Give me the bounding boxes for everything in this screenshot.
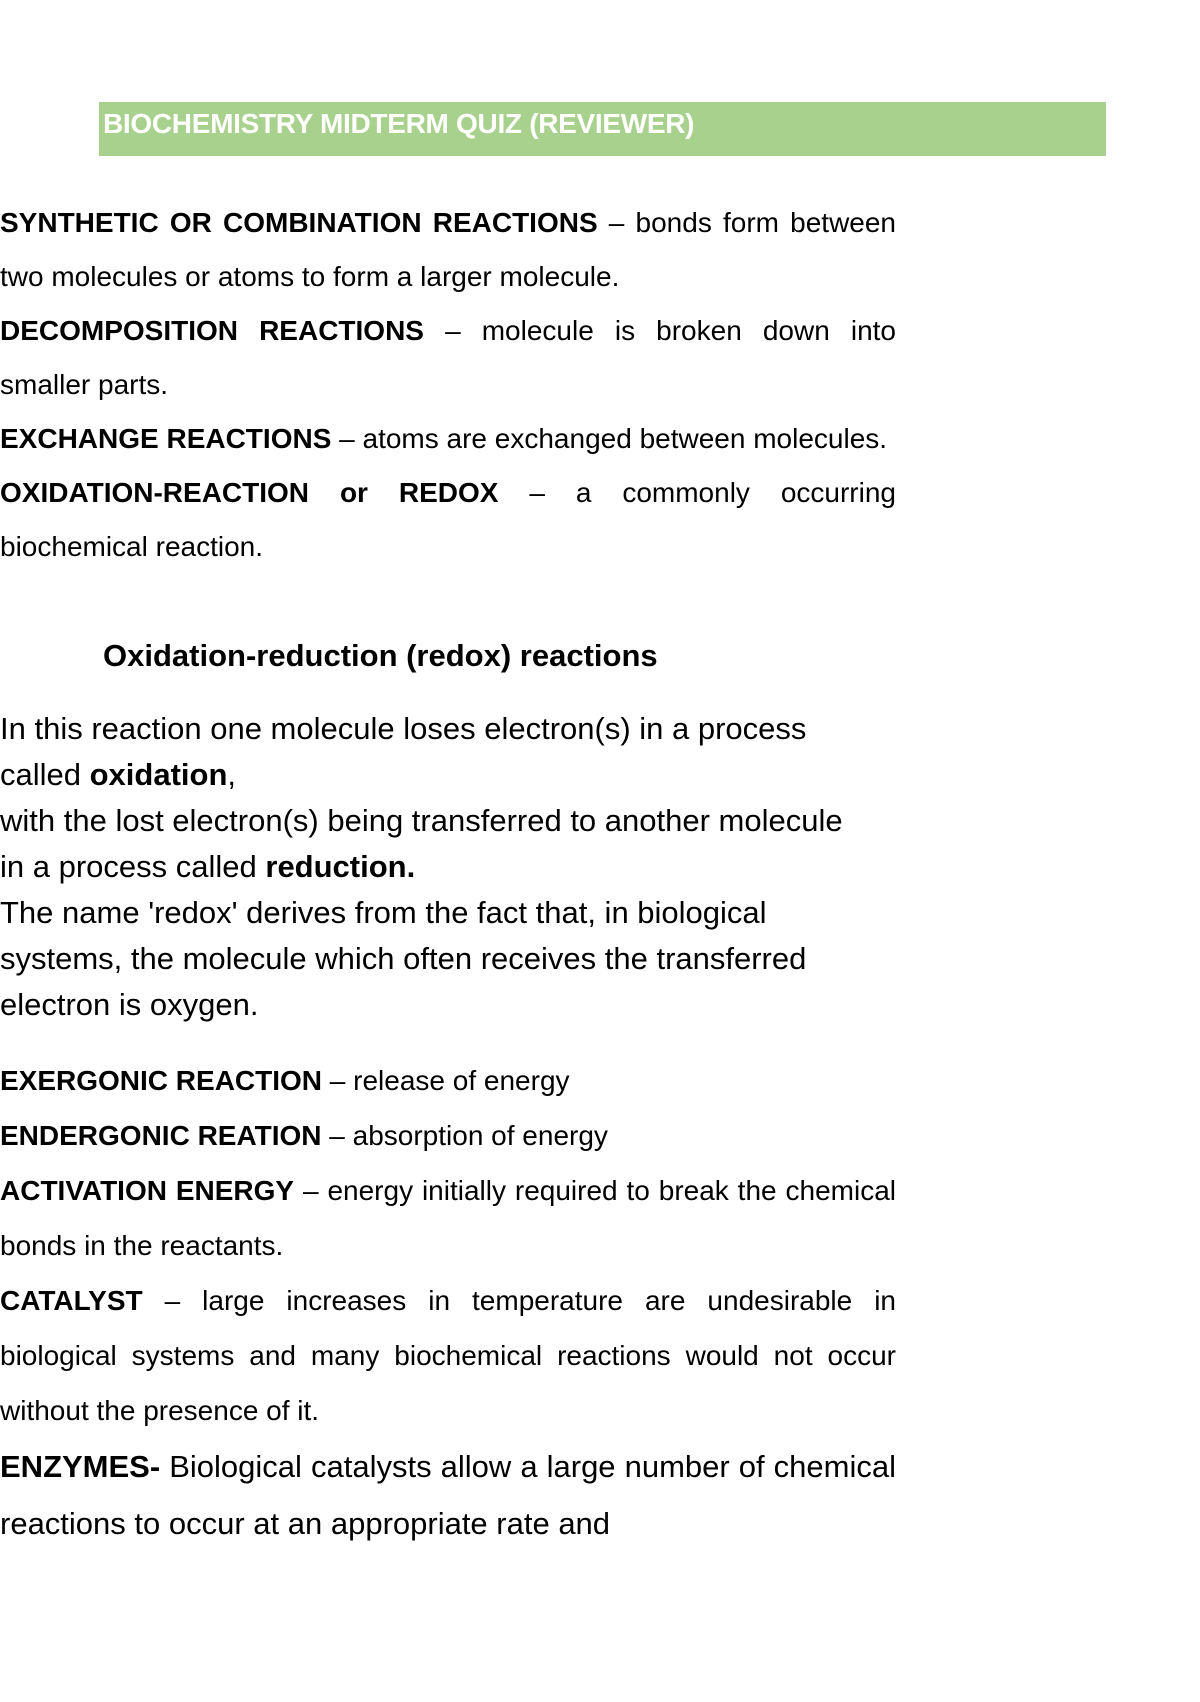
definition: – absorption of energy: [321, 1120, 608, 1151]
list-item: [0, 196, 896, 304]
term: ENDERGONIC REATION: [0, 1120, 322, 1151]
definition: – energy initially required to break the chemical bonds in the reactants.: [0, 1175, 896, 1261]
definition: – release of energy: [322, 1065, 570, 1096]
list-item: [0, 412, 896, 466]
title-banner: [99, 102, 1106, 156]
term: ACTIVATION ENERGY: [0, 1175, 295, 1206]
term: SYNTHETIC OR COMBINATION REACTIONS: [0, 207, 598, 238]
reaction-types-list: [0, 196, 896, 574]
list-item: [0, 1273, 896, 1438]
list-item: [0, 1438, 896, 1552]
list-item: [0, 1163, 896, 1273]
list-item: [0, 1053, 896, 1108]
term: DECOMPOSITION REACTIONS: [0, 315, 424, 346]
section-heading: Oxidation-reduction (redox) reactions: [103, 638, 658, 673]
list-item: The name 'redox' derives from the fact that, in biological systems, the molecule which often receives the transferred electron is oxygen.: [0, 895, 807, 1022]
emphasis: oxidation: [89, 757, 228, 792]
redox-list: [0, 706, 860, 1028]
term: OXIDATION-REACTION or REDOX: [0, 477, 499, 508]
document-title: BIOCHEMISTRY MIDTERM QUIZ (REVIEWER): [103, 108, 695, 139]
list-item: In this reaction one molecule loses electron(s) in a process called oxidation,: [0, 711, 807, 792]
list-item: [0, 304, 896, 412]
definition: – bonds form between two molecules or atoms to form a larger molecule.: [0, 207, 897, 292]
definition: – large increases in temperature are undesirable in biological systems and many biochemical reactions would not occur without the presence of it.: [0, 1285, 896, 1426]
energy-terms-list: [0, 1053, 896, 1552]
term: CATALYST: [0, 1285, 143, 1316]
definition: – molecule is broken down into smaller parts.: [0, 315, 896, 400]
definition: – atoms are exchanged between molecules.: [331, 423, 888, 454]
term: EXCHANGE REACTIONS: [0, 423, 332, 454]
definition: Biological catalysts allow a large number of chemical reactions to occur at an appropriate rate and: [0, 1449, 896, 1541]
list-item: with the lost electron(s) being transferred to another molecule in a process called reduction.: [0, 803, 843, 884]
list-item: [0, 1108, 896, 1163]
list-item: [0, 466, 896, 574]
definition: – a commonly occurring biochemical reaction.: [0, 477, 896, 562]
emphasis: reduction.: [265, 849, 416, 884]
term: EXERGONIC REACTION: [0, 1065, 323, 1096]
term: ENZYMES-: [0, 1449, 161, 1484]
